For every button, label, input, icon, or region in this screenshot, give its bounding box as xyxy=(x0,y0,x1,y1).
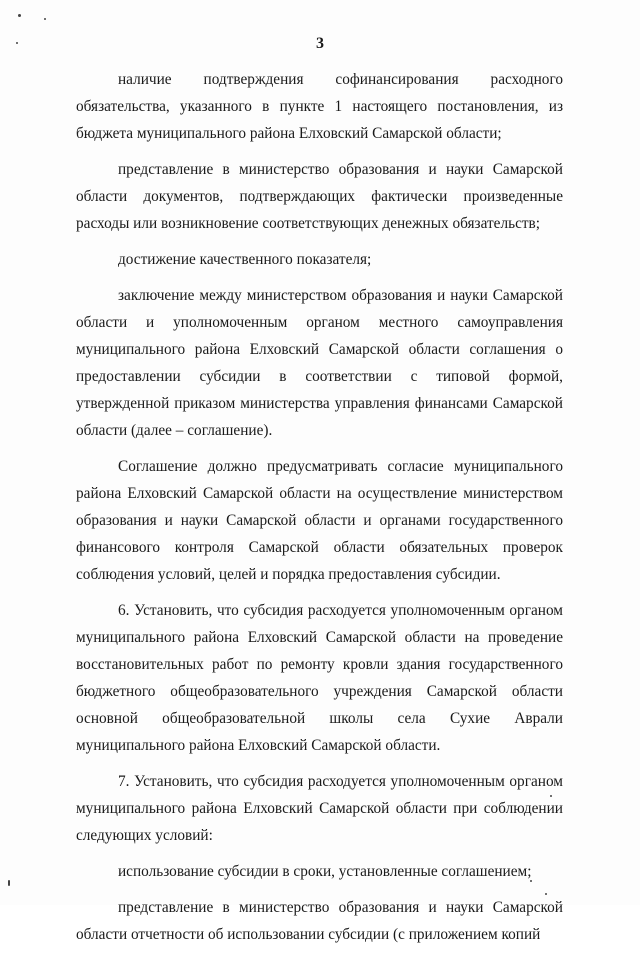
paragraph-agreement-consent: Соглашение должно предусматривать согласие муниципального района Елховский Самарской области на осуществление министерством образования и науки Самарской области и органами государственного финансового контроля Самарской области обязательных проверок соблюдения условий, целей и порядка предоставления субсидии. xyxy=(76,458,563,583)
page-number: 3 xyxy=(316,35,324,52)
paragraph-agreement-conclusion: заключение между министерством образования и науки Самарской области и уполномоченным органом местного самоуправления муниципального района Елховский Самарской области соглашения о предоставлении субсидии в соответствии с типовой формой, утвержденной приказом министерства управления финансами Самарской области (далее – соглашение). xyxy=(76,287,563,439)
paragraph-reporting: представление в министерство образования и науки Самарской области отчетности об использовании субсидии (с приложением копий xyxy=(76,899,563,943)
paragraph-quality-indicator: достижение качественного показателя; xyxy=(118,251,372,268)
paragraph-cofinancing-condition: наличие подтверждения софинансирования расходного обязательства, указанного в пункте 1 настоящего постановления, из бюджета муниципального района Елховский Самарской области; xyxy=(76,71,563,142)
paragraph-documents-submission: представление в министерство образования и науки Самарской области документов, подтверждающих фактически произведенные расходы или возникновение соответствующих денежных обязательств; xyxy=(76,161,563,232)
scan-speck xyxy=(545,893,547,895)
document-body xyxy=(76,66,563,957)
scan-speck xyxy=(550,795,552,797)
paragraph-subsidy-deadlines: использование субсидии в сроки, установленные соглашением; xyxy=(118,863,532,880)
paragraph-item-7: 7. Установить, что субсидия расходуется уполномоченным органом муниципального района Елховский Самарской области при соблюдении следующих условий: xyxy=(76,773,563,844)
scan-speck xyxy=(44,18,46,20)
scan-speck xyxy=(16,42,18,44)
scan-speck xyxy=(530,880,532,882)
paragraph-item-6: 6. Установить, что субсидия расходуется уполномоченным органом муниципального района Елховский Самарской области на проведение восстановительных работ по ремонту кровли здания государственного бюджетного общеобразовательного учреждения Самарской области основной общеобразовательной школы села Сухие Аврали муниципального района Елховский Самарской области. xyxy=(76,602,563,754)
scan-speck xyxy=(8,880,10,886)
scan-speck xyxy=(18,14,21,17)
